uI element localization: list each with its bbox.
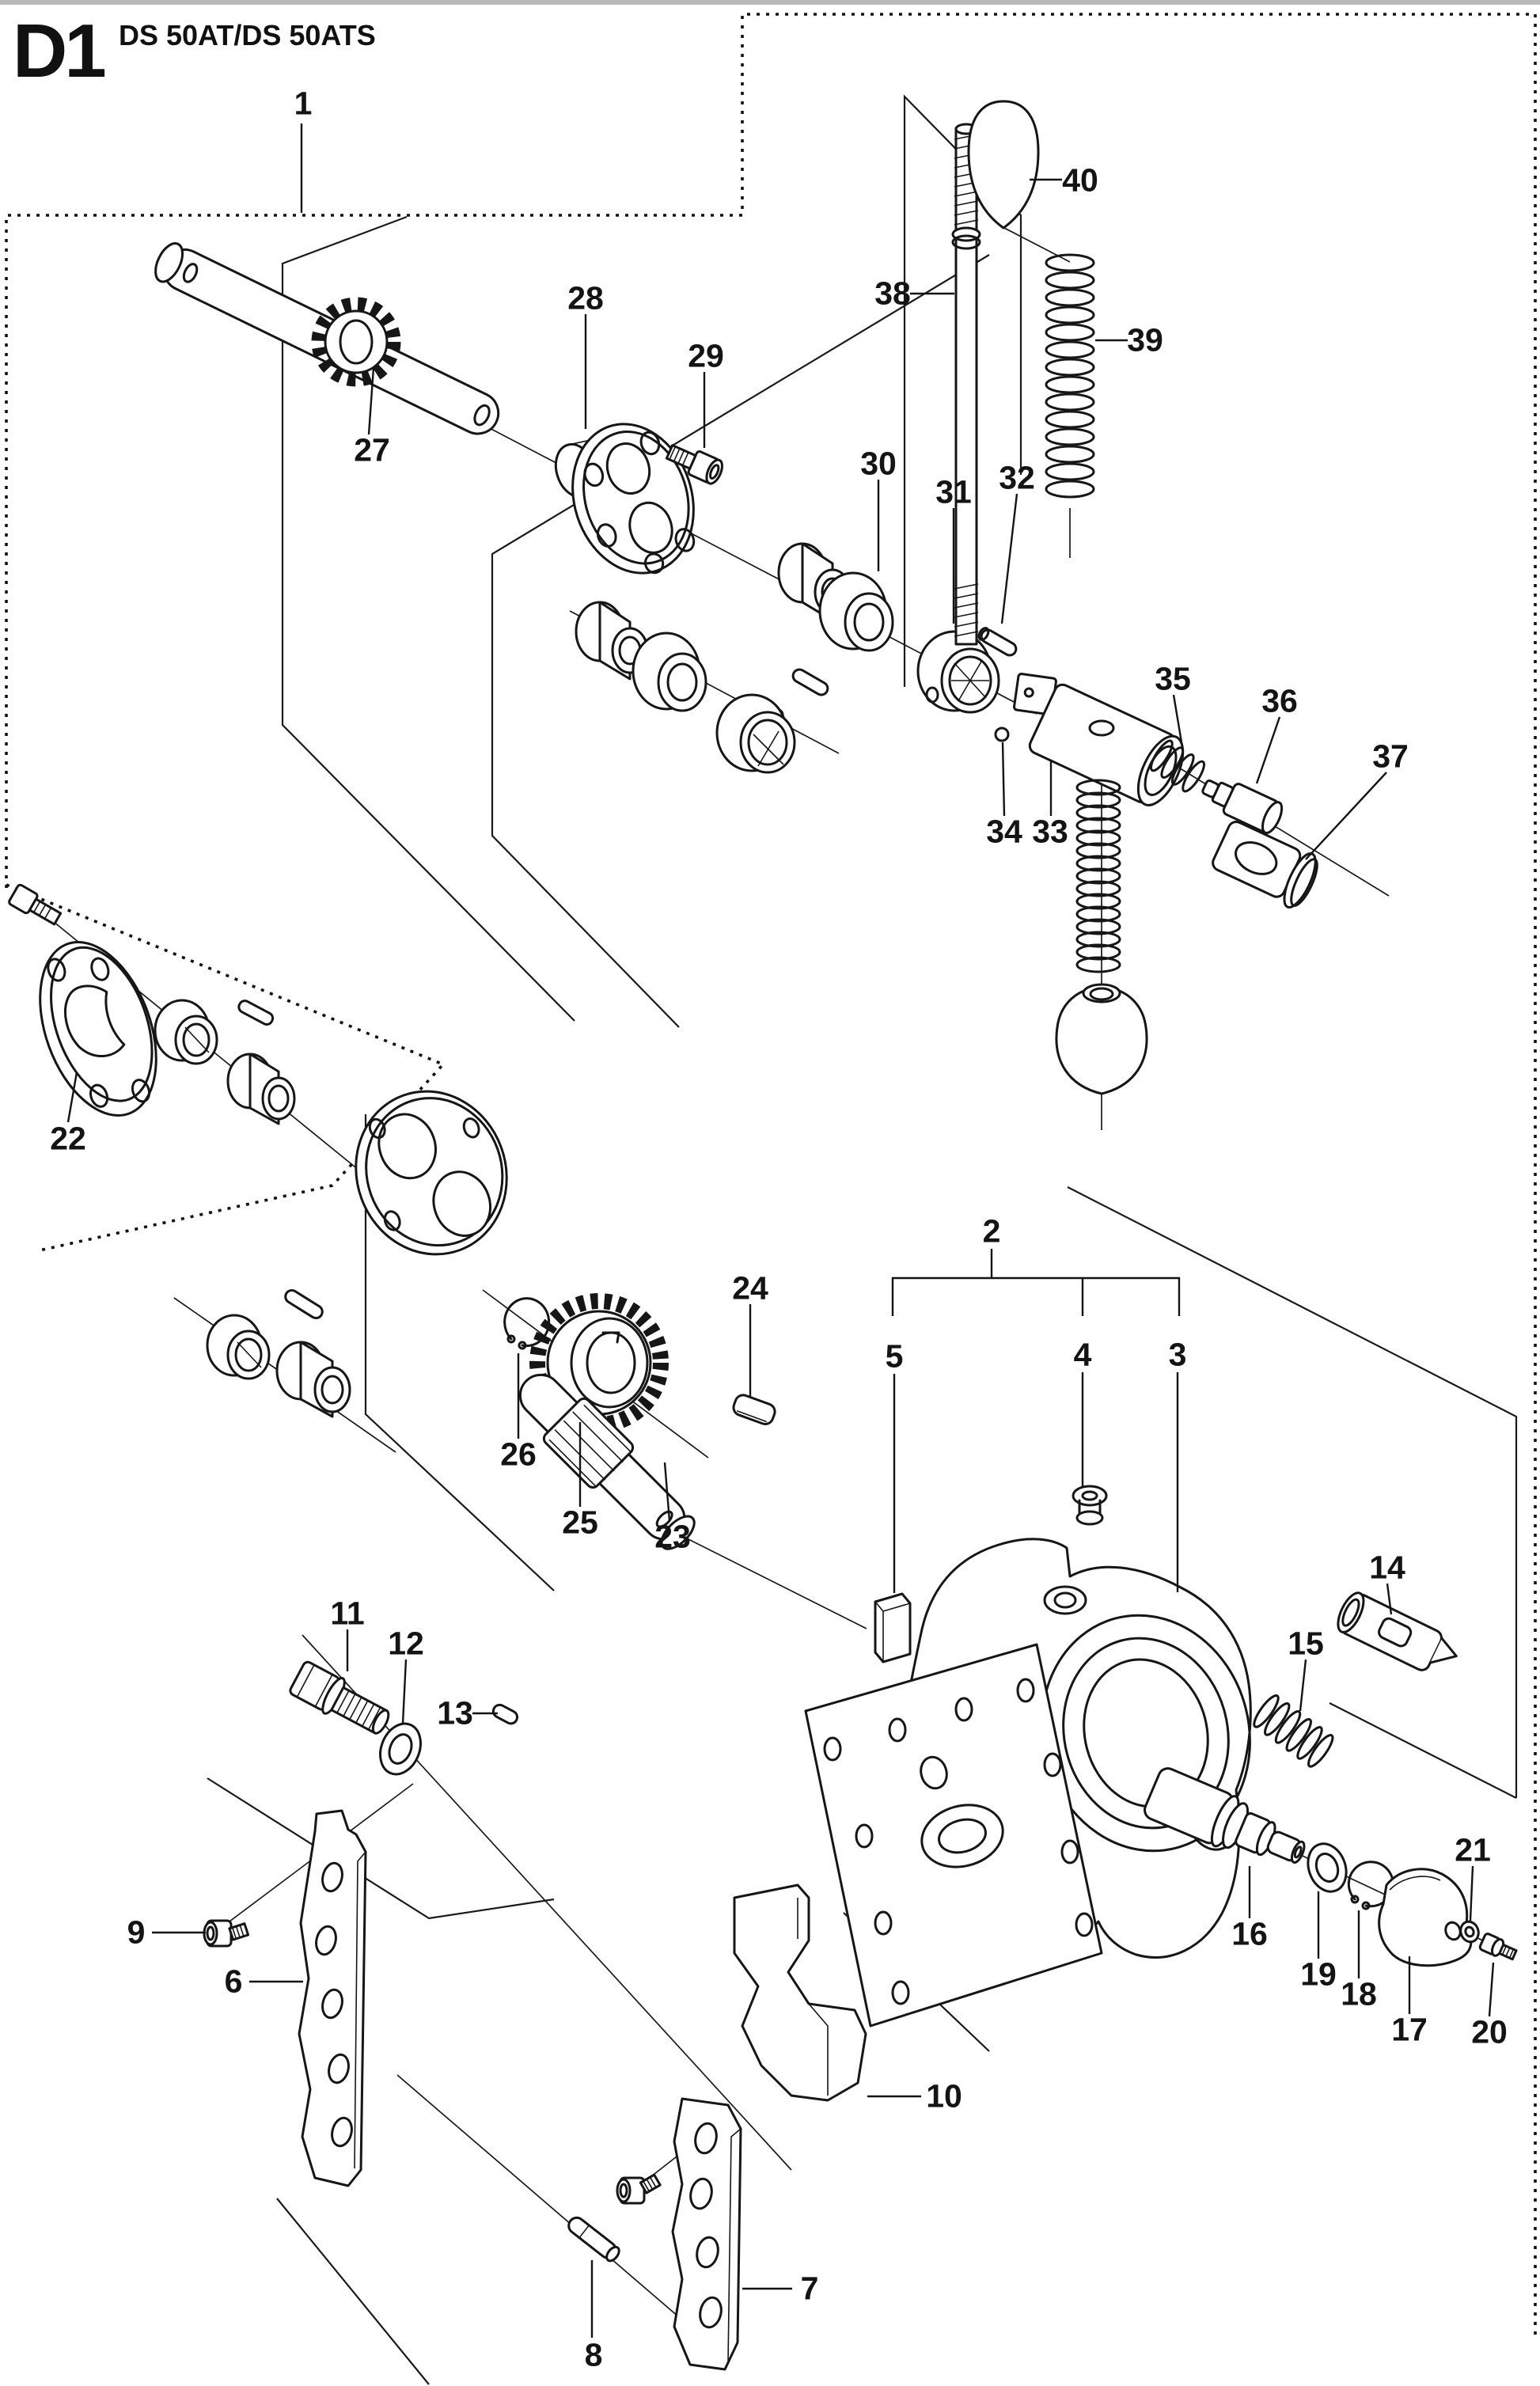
part-27-pinion-shaft bbox=[150, 239, 506, 441]
callout-30: 30 bbox=[860, 445, 897, 482]
callout-25: 25 bbox=[562, 1504, 598, 1541]
part-24-key bbox=[731, 1393, 777, 1426]
part-15-spring bbox=[1250, 1693, 1336, 1770]
callout-17: 17 bbox=[1391, 2011, 1428, 2048]
callout-6: 6 bbox=[224, 1963, 243, 2000]
callout-10: 10 bbox=[926, 2077, 962, 2115]
part-11-fitting bbox=[288, 1659, 396, 1741]
part-22-chain bbox=[8, 884, 529, 1276]
callout-22: 22 bbox=[50, 1120, 86, 1157]
callout-1: 1 bbox=[294, 85, 313, 122]
part-14-sleeve bbox=[1333, 1589, 1462, 1682]
part-10-bracket bbox=[734, 1885, 866, 2100]
duplicate-22-chain bbox=[207, 1288, 350, 1417]
part-22-screw bbox=[8, 884, 63, 928]
callout-36: 36 bbox=[1261, 682, 1298, 719]
part-33-spring bbox=[1077, 780, 1120, 972]
part-40-knob bbox=[969, 101, 1038, 228]
callout-2: 2 bbox=[982, 1212, 1001, 1250]
callout-31: 31 bbox=[935, 473, 972, 510]
callout-14: 14 bbox=[1369, 1549, 1405, 1586]
callout-11: 11 bbox=[330, 1595, 365, 1632]
part-5-key-block bbox=[875, 1594, 910, 1662]
part-19-washer bbox=[1302, 1838, 1352, 1897]
callout-38: 38 bbox=[874, 275, 911, 312]
callout-24: 24 bbox=[732, 1269, 768, 1307]
callout-32: 32 bbox=[999, 459, 1035, 496]
callout-23: 23 bbox=[654, 1518, 691, 1555]
part-34-ball bbox=[996, 728, 1008, 741]
part-4-grommet bbox=[1073, 1486, 1106, 1524]
part-9-screw bbox=[204, 1921, 248, 1946]
callout-37: 37 bbox=[1372, 738, 1409, 775]
callout-16: 16 bbox=[1231, 1915, 1268, 1952]
part-39-spring bbox=[1046, 255, 1094, 497]
duplicate-bushing-chain bbox=[576, 602, 830, 772]
part-7-screw bbox=[617, 2175, 660, 2203]
assembly-2-bracket bbox=[893, 1249, 1179, 1316]
callout-39: 39 bbox=[1127, 321, 1163, 358]
callout-27: 27 bbox=[354, 431, 390, 468]
callout-7: 7 bbox=[800, 2270, 819, 2307]
callout-13: 13 bbox=[437, 1694, 473, 1732]
part-6-side-plate bbox=[299, 1811, 366, 2186]
callout-33: 33 bbox=[1032, 813, 1068, 850]
part-30-bushing bbox=[779, 544, 893, 651]
page-title: DS 50AT/DS 50ATS bbox=[119, 19, 376, 51]
part-17-knob bbox=[1379, 1869, 1471, 1966]
part-38-feed-screw bbox=[953, 124, 980, 644]
callout-5: 5 bbox=[885, 1337, 904, 1375]
callout-18: 18 bbox=[1341, 1975, 1377, 2012]
callout-35: 35 bbox=[1155, 660, 1191, 697]
callout-40: 40 bbox=[1062, 161, 1098, 199]
callout-26: 26 bbox=[500, 1436, 537, 1473]
page-code: D1 bbox=[13, 9, 104, 93]
part-22-bearing-flange bbox=[333, 1070, 529, 1276]
callout-8: 8 bbox=[584, 2336, 603, 2373]
callout-9: 9 bbox=[127, 1914, 146, 1951]
callout-19: 19 bbox=[1300, 1955, 1337, 1993]
callout-34: 34 bbox=[986, 813, 1022, 850]
callout-29: 29 bbox=[688, 337, 724, 374]
callout-20: 20 bbox=[1471, 2013, 1508, 2050]
callout-12: 12 bbox=[388, 1625, 424, 1662]
callout-3: 3 bbox=[1168, 1336, 1187, 1373]
callout-4: 4 bbox=[1073, 1336, 1092, 1373]
part-detent-knob bbox=[1056, 984, 1147, 1094]
callout-28: 28 bbox=[567, 279, 604, 317]
part-20-screw bbox=[1479, 1933, 1518, 1963]
part-8-pin bbox=[566, 2214, 622, 2263]
part-7-side-plate bbox=[673, 2099, 741, 2369]
callout-15: 15 bbox=[1288, 1625, 1324, 1662]
callout-21: 21 bbox=[1455, 1831, 1491, 1868]
